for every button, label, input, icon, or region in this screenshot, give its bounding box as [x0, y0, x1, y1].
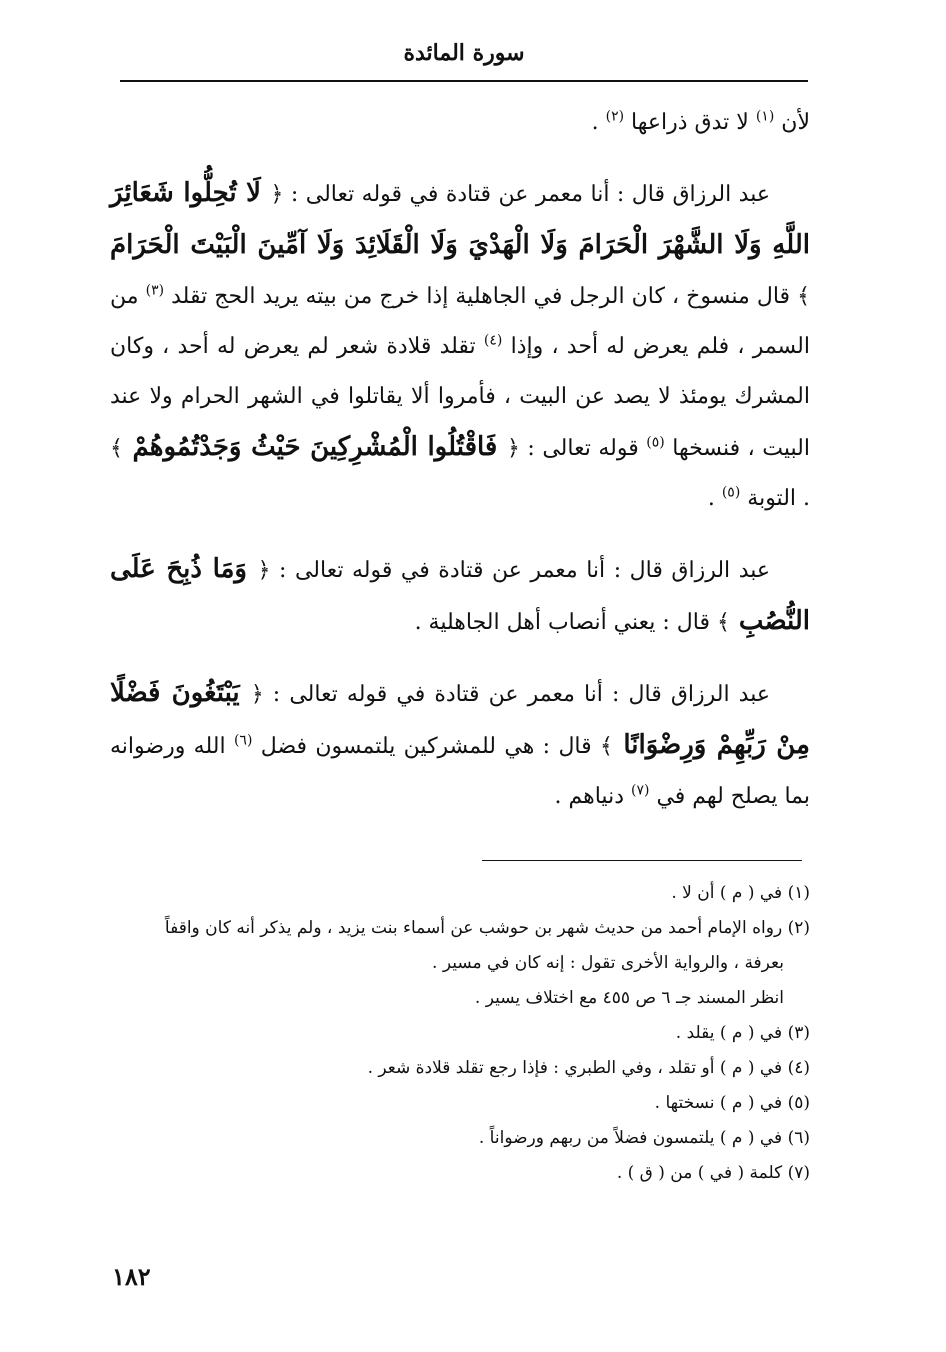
footnote-7: (٧) كلمة ( في ) من ( ق ) . [616, 1163, 810, 1183]
footnote-ref-2: (٢) [605, 108, 625, 125]
text: قال منسوخ ، كان الرجل في الجاهلية إذا خرج من بيته يريد الحج تقلد [164, 284, 798, 309]
text: عبد الرزاق قال : أنا معمر عن قتادة في قوله تعالى : [283, 182, 771, 207]
text: قال : يعني أنصاب أهل الجاهلية . [414, 610, 717, 635]
footnote-6: (٦) في ( م ) يلتمسون فضلاً من ربهم ورضواناً . [478, 1128, 810, 1148]
text: عبد الرزاق قال : أنا معمر عن قتادة في قوله تعالى : [263, 682, 770, 707]
footnote-divider [482, 860, 802, 861]
footnote-2-reference: انظر المسند جـ ٦ ص ٤٥٥ مع اختلاف يسير . [474, 988, 784, 1008]
ornate-bracket-close: ﴾ [797, 284, 810, 309]
footnote-4: (٤) في ( م ) أو تقلد ، وفي الطبري : فإذا رجع تقلد قلادة شعر . [367, 1058, 810, 1078]
footnote-ref-7: (٧) [630, 782, 650, 799]
paragraph-3 [110, 544, 810, 648]
paragraph-1 [110, 98, 810, 148]
footnotes [110, 876, 810, 1191]
text: الله ورضوانه بما يصلح لهم في [110, 734, 810, 809]
quran-verse: يَبْتَغُونَ فَضْلًا مِنْ رَبِّهِمْ وَرِضْوَانًا [110, 678, 810, 760]
header-divider [120, 80, 808, 82]
ornate-bracket-close: ﴾ [110, 436, 123, 461]
footnote-2-continued: بعرفة ، والرواية الأخرى تقول : إنه كان في مسير . [432, 953, 784, 973]
text: لأن [781, 110, 810, 135]
quran-verse: وَمَا ذُبِحَ عَلَى النُّصُبِ [110, 554, 810, 636]
main-text [110, 98, 810, 842]
ornate-bracket-open: ﴿ [257, 558, 271, 583]
footnote-ref-5: (٥) [646, 434, 665, 451]
footnote-1: (١) في ( م ) أن لا . [671, 883, 810, 903]
paragraph-4 [110, 668, 810, 822]
text: . [591, 110, 606, 135]
text: قال : هي للمشركين يلتمسون فضل [252, 734, 601, 759]
footnote-5: (٥) في ( م ) نسختها . [654, 1093, 810, 1113]
text: . التوبة [740, 486, 810, 511]
footnote-ref-6: (٦) [233, 732, 253, 749]
page-title: سورة المائدة [403, 40, 525, 66]
ornate-bracket-open: ﴿ [270, 182, 284, 207]
text: لا تدق ذراعها [624, 110, 756, 135]
text: عبد الرزاق قال : أنا معمر عن قتادة في قوله تعالى : [270, 558, 771, 583]
text: قوله تعالى : [519, 436, 647, 461]
footnote-2: (٢) رواه الإمام أحمد من حديث شهر بن حوشب عن أسماء بنت يزيد ، ولم يذكر أنه كان واقفاً [164, 918, 810, 938]
ornate-bracket-close: ﴾ [600, 734, 613, 759]
paragraph-2 [110, 168, 810, 524]
quran-verse: لَا تُحِلُّوا شَعَائِرَ اللَّهِ وَلَا الشَّهْرَ الْحَرَامَ وَلَا الْهَدْيَ وَلَا الْقَلَائِدَ وَلَا آمِّينَ الْبَيْتَ الْحَرَامَ [110, 178, 810, 260]
footnote-ref-3: (٣) [145, 282, 165, 299]
text: دنياهم . [554, 784, 631, 809]
page-number: ١٨٢ [112, 1262, 151, 1291]
footnote-3: (٣) في ( م ) يقلد . [675, 1023, 810, 1043]
ornate-bracket-close: ﴾ [716, 610, 730, 635]
ornate-bracket-open: ﴿ [250, 682, 264, 707]
text: . [707, 486, 722, 511]
text: من السمر ، فلم يعرض له أحد ، وإذا [110, 284, 810, 359]
footnote-ref-5b: (٥) [721, 484, 741, 501]
ornate-bracket-open: ﴿ [506, 436, 520, 461]
text: تقلد قلادة شعر لم يعرض له أحد ، وكان المشرك يومئذ لا يصد عن البيت ، فأمروا ألا يقاتلوا في الشهر الحرام ولا عند البيت ، فنسخها [110, 334, 810, 461]
footnote-ref-1: (١) [755, 108, 775, 125]
quran-verse: فَاقْتُلُوا الْمُشْرِكِينَ حَيْثُ وَجَدْتُمُوهُمْ [122, 432, 507, 462]
footnote-ref-4: (٤) [483, 332, 503, 349]
